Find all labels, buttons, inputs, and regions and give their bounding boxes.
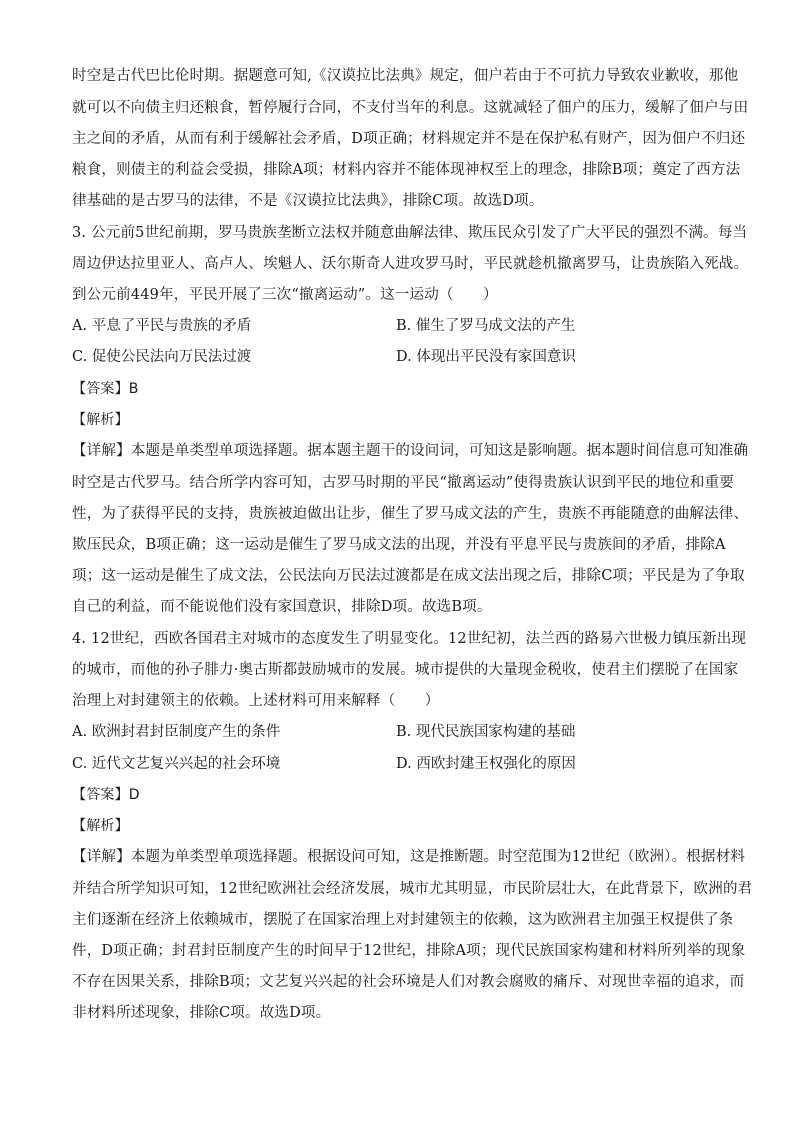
q4-option-d: D. 西欧封建王权强化的原因 <box>396 756 576 772</box>
q4-stem-line: 的城市，而他的孙子腓力·奥古斯都鼓励城市的发展。城市提供的大量现金税收，使君主们摆脱了在国家 <box>72 662 739 678</box>
q4-detail-line: 主们逐渐在经济上依赖城市，摆脱了在国家治理上对封建领主的依赖，这为欧洲君主加强王权提供了条 <box>72 912 734 928</box>
q4-analysis-label: 【解析】 <box>72 818 129 834</box>
intro-line: 就可以不向债主归还粮食，暂停履行合同，不支付当年的利息。这就减轻了佃户的压力，缓解了佃户与田 <box>72 100 749 116</box>
intro-line: 主之间的矛盾，从而有利于缓解社会矛盾，D项正确；材料规定并不是在保护私有财产，因为佃户不归还 <box>72 131 746 147</box>
q4-option-c: C. 近代文艺复兴兴起的社会环境 <box>72 756 281 772</box>
q3-detail-line: 欺压民众，B项正确；这一运动是催生了罗马成文法的出现，并没有平息平民与贵族间的矛盾，排除A <box>72 537 726 553</box>
q4-detail-line: 非材料所述现象，排除C项。故选D项。 <box>72 1005 331 1021</box>
q4-option-b: B. 现代民族国家构建的基础 <box>396 724 576 740</box>
q3-option-d: D. 体现出平民没有家国意识 <box>396 349 576 365</box>
q3-detail-line: 【详解】本题是单类型单项选择题。据本题主题干的设问词，可知这是影响题。据本题时间信息可知准确 <box>72 443 749 459</box>
q3-detail-line: 项；这一运动是催生了成文法，公民法向万民法过渡都是在成文法出现之后，排除C项；平民是为了争取 <box>72 568 745 584</box>
q4-detail-line: 【详解】本题为单类型单项选择题。根据设问可知，这是推断题。时空范围为12世纪（欧洲）。根据材料 <box>72 849 746 865</box>
q3-stem-line: 周边伊达拉里亚人、高卢人、埃魁人、沃尔斯奇人进攻罗马时，平民就趁机撤离罗马，让贵族陷入死战。 <box>72 256 749 272</box>
q4-detail-line: 不存在因果关系，排除B项；文艺复兴兴起的社会环境是人们对教会腐败的痛斥、对现世幸福的追求，而 <box>72 974 745 990</box>
q3-option-a: A. 平息了平民与贵族的矛盾 <box>72 318 252 334</box>
q3-analysis-label: 【解析】 <box>72 412 129 428</box>
q3-option-c: C. 促使公民法向万民法过渡 <box>72 349 252 365</box>
q4-stem-line: 4. 12世纪，西欧各国君主对城市的态度发生了明显变化。12世纪初，法兰西的路易六世极力镇压新出现 <box>72 631 747 647</box>
q3-stem-line: 到公元前449年，平民开展了三次“撤离运动”。这一运动（ ） <box>72 287 498 303</box>
q3-detail-line: 性，为了获得平民的支持，贵族被迫做出让步，催生了罗马成文法的产生，贵族不再能随意的曲解法律、 <box>72 506 749 522</box>
q4-detail-line: 并结合所学知识可知，12世纪欧洲社会经济发展，城市尤其明显，市民阶层壮大，在此背景下，欧洲的君 <box>72 881 753 897</box>
q3-answer: 【答案】B <box>72 381 139 397</box>
q4-answer: 【答案】D <box>72 787 140 803</box>
q3-stem-line: 3. 公元前5世纪前期，罗马贵族垄断立法权并随意曲解法律、欺压民众引发了广大平民的强烈不满。每当 <box>72 225 748 241</box>
q3-option-b: B. 催生了罗马成文法的产生 <box>396 318 576 334</box>
q4-option-a: A. 欧洲封君封臣制度产生的条件 <box>72 724 281 740</box>
q4-detail-line: 件，D项正确；封君封臣制度产生的时间早于12世纪，排除A项；现代民族国家构建和材料所列举的现象 <box>72 943 746 959</box>
intro-line: 粮食，则债主的利益会受损，排除A项；材料内容并不能体现神权至上的理念，排除B项；奠定了西方法 <box>72 162 741 178</box>
intro-line: 律基础的是古罗马的法律，不是《汉谟拉比法典》，排除C项。故选D项。 <box>72 193 544 209</box>
q4-stem-line: 治理上对封建领主的依赖。上述材料可用来解释（ ） <box>72 693 440 709</box>
q3-detail-line: 时空是古代罗马。结合所学内容可知，古罗马时期的平民“撤离运动”使得贵族认识到平民的地位和重要 <box>72 475 735 491</box>
q3-detail-line: 自己的利益，而不能说他们没有家国意识，排除D项。故选B项。 <box>72 599 492 615</box>
intro-line: 时空是古代巴比伦时期。据题意可知,《汉谟拉比法典》规定，佃户若由于不可抗力导致农业歉收，那他 <box>72 68 739 84</box>
